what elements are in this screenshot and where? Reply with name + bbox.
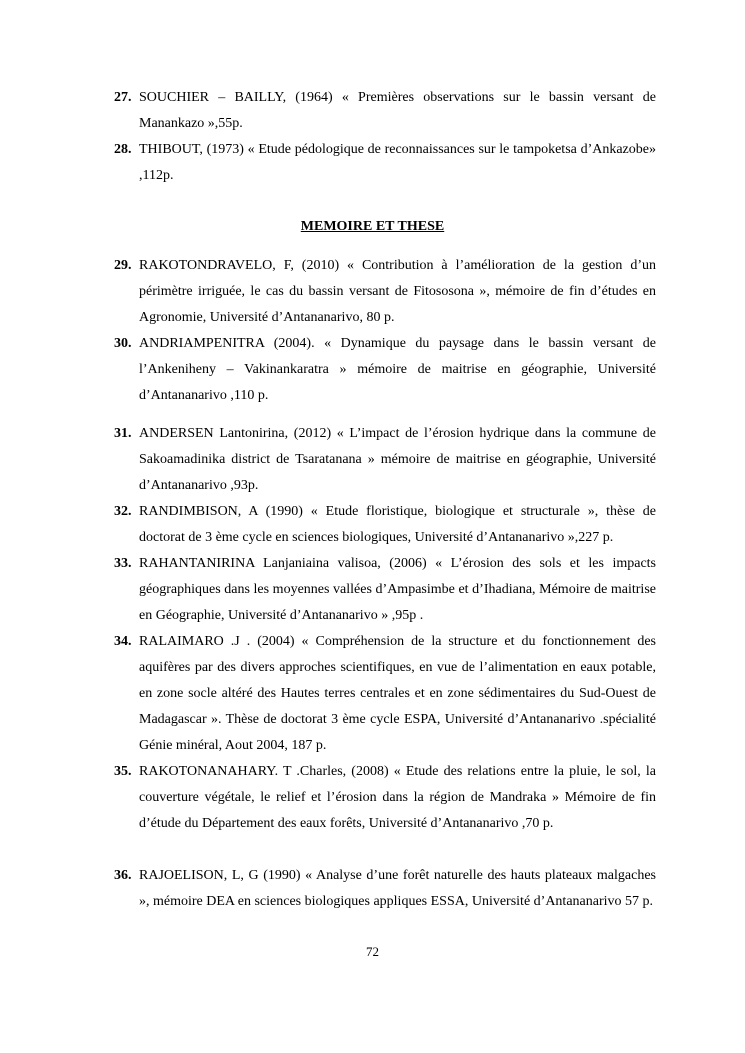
reference-29	[114, 253, 656, 331]
reference-28	[114, 137, 656, 189]
reference-number: 28.	[114, 142, 132, 157]
reference-number: 32.	[114, 504, 132, 519]
reference-text: THIBOUT, (1973) « Etude pédologique de reconnaissances sur le tampoketsa d’Ankazobe» ,112p.	[139, 142, 656, 183]
reference-text: RAKOTONDRAVELO, F, (2010) « Contribution à l’amélioration de la gestion d’un périmètre irriguée, le cas du bassin versant de Fitososona », mémoire de fin d’études en Agronomie, Université d’Antananarivo, 80 p.	[139, 258, 656, 325]
reference-text: RAJOELISON, L, G (1990) « Analyse d’une forêt naturelle des hauts plateaux malgaches », mémoire DEA en sciences biologiques appliques ESSA, Université d’Antananarivo 57 p.	[139, 868, 656, 909]
reference-30	[114, 331, 656, 409]
reference-number: 27.	[114, 90, 132, 105]
reference-32	[114, 499, 656, 551]
reference-number: 34.	[114, 634, 132, 649]
reference-text: RANDIMBISON, A (1990) « Etude floristique, biologique et structurale », thèse de doctorat de 3 ème cycle en sciences biologiques, Université d’Antananarivo »,227 p.	[139, 504, 656, 545]
reference-text: RAHANTANIRINA Lanjaniaina valisoa, (2006) « L’érosion des sols et les impacts géographiques dans les moyennes vallées d’Ampasimbe et d’Ihadiana, Mémoire de maitrise en Géographie, Université d’Antananarivo » ,95p .	[139, 556, 656, 623]
reference-number: 31.	[114, 426, 132, 441]
reference-number: 29.	[114, 258, 132, 273]
reference-number: 36.	[114, 868, 132, 883]
reference-text: SOUCHIER – BAILLY, (1964) « Premières observations sur le bassin versant de Manankazo »,55p.	[139, 90, 656, 131]
reference-text: RAKOTONANAHARY. T .Charles, (2008) « Etude des relations entre la pluie, le sol, la couverture végétale, le relief et l’érosion dans la région de Mandraka » Mémoire de fin d’étude du Département des eaux forêts, Université d’Antananarivo ,70 p.	[139, 764, 656, 831]
reference-36	[114, 863, 656, 915]
reference-number: 33.	[114, 556, 132, 571]
reference-33	[114, 551, 656, 629]
page-number: 72	[366, 944, 379, 959]
reference-text: ANDERSEN Lantonirina, (2012) « L’impact de l’érosion hydrique dans la commune de Sakoamadinika district de Tsaratanana » mémoire de maitrise en géographie, Université d’Antananarivo ,93p.	[139, 426, 656, 493]
reference-31	[114, 421, 656, 499]
section-title: MEMOIRE ET THESE	[300, 219, 445, 234]
reference-34	[114, 629, 656, 759]
reference-text: RALAIMARO .J . (2004) « Compréhension de la structure et du fonctionnement des aquifères par des divers approches scientifiques, en vue de l’alimentation en eaux potable, en zone socle altéré des Hautes terres centrales et en zone sédimentaires du Sud-Ouest de Madagascar ». Thèse de doctorat 3 ème cycle ESPA, Université d’Antananarivo .spécialité Génie minéral, Aout 2004, 187 p.	[139, 634, 656, 753]
reference-number: 35.	[114, 764, 132, 779]
reference-27	[114, 85, 656, 137]
reference-text: ANDRIAMPENITRA (2004). « Dynamique du paysage dans le bassin versant de l’Ankeniheny – Vakinankaratra » mémoire de maitrise en géographie, Université d’Antananarivo ,110 p.	[139, 336, 656, 403]
reference-35	[114, 759, 656, 837]
reference-number: 30.	[114, 336, 132, 351]
